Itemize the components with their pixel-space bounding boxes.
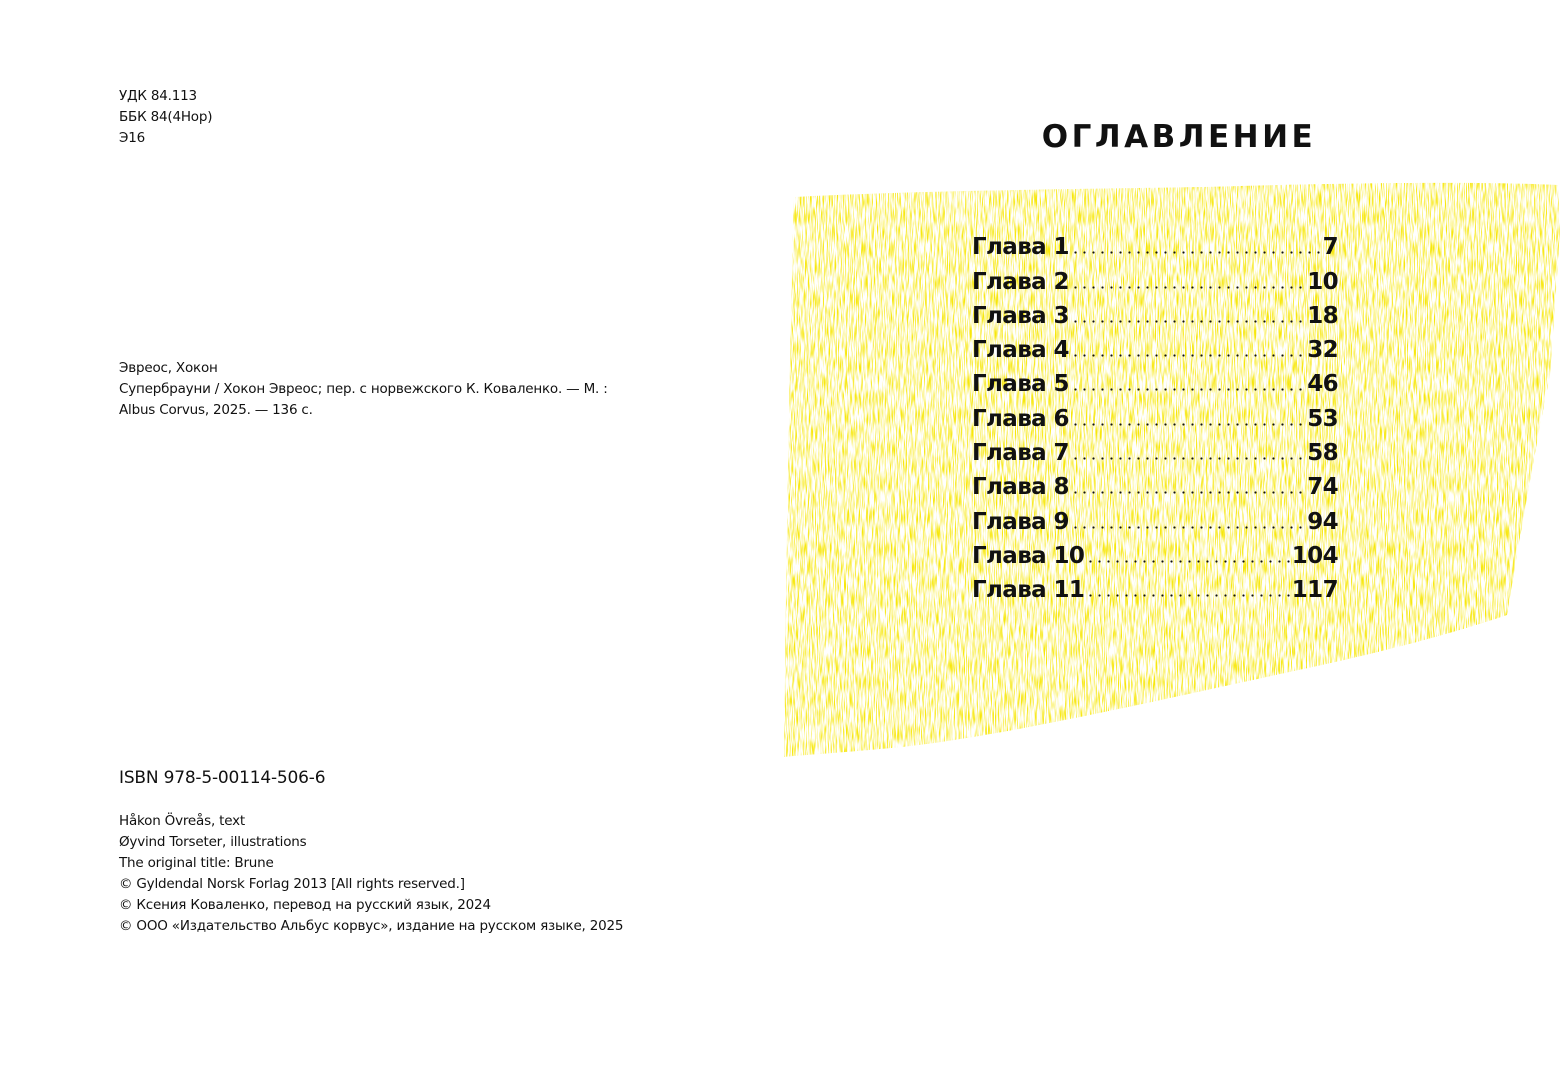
toc-entry-label: Глава 1 [972, 234, 1069, 261]
toc-entry-page: 32 [1307, 337, 1338, 364]
toc-dot-leader [1071, 423, 1306, 426]
toc-entry-label: Глава 7 [972, 440, 1069, 467]
toc-entry[interactable] [972, 466, 1338, 500]
toc-entry-page: 74 [1307, 474, 1338, 501]
toc-dot-leader [1071, 388, 1306, 391]
toc-entry-page: 104 [1291, 542, 1338, 569]
toc-entry-label: Глава 4 [972, 337, 1069, 364]
toc-entry[interactable] [972, 226, 1338, 260]
toc-entry-label: Глава 10 [972, 542, 1085, 569]
credit-line: The original title: Brune [119, 855, 274, 871]
toc-entry[interactable] [972, 500, 1338, 534]
toc-dot-leader [1086, 594, 1290, 597]
credit-line: Øyvind Torseter, illustrations [119, 834, 307, 850]
credit-line: Håkon Övreås, text [119, 813, 245, 829]
credit-line: © ООО «Издательство Альбус корвус», издание на русском языке, 2025 [119, 918, 624, 934]
toc-entry-page: 18 [1307, 302, 1338, 329]
toc-entry-page: 7 [1322, 234, 1338, 261]
bbk-code: ББК 84(4Нор) [119, 109, 213, 125]
catalog-publisher-line: Albus Corvus, 2025. — 136 с. [119, 402, 313, 418]
toc-dot-leader [1071, 491, 1306, 494]
credit-line: © Ксения Коваленко, перевод на русский язык, 2024 [119, 897, 491, 913]
udk-code: УДК 84.113 [119, 88, 197, 104]
toc-dot-leader [1071, 251, 1322, 254]
toc-entry[interactable] [972, 363, 1338, 397]
toc-entry-label: Глава 8 [972, 474, 1069, 501]
toc-entry-page: 46 [1307, 371, 1338, 398]
catalog-record [119, 358, 608, 421]
toc-entry-page: 58 [1307, 440, 1338, 467]
toc-dot-leader [1071, 457, 1306, 460]
toc-entry-page: 117 [1291, 577, 1338, 604]
toc-dot-leader [1086, 560, 1290, 563]
author-mark: Э16 [119, 130, 146, 146]
table-of-contents [972, 226, 1338, 603]
catalog-title-line: Супербрауни / Хокон Эвреос; пер. с норвежского К. Коваленко. — М. : [119, 381, 608, 397]
toc-entry-label: Глава 11 [972, 577, 1085, 604]
toc-entry[interactable] [972, 329, 1338, 363]
toc-entry-label: Глава 5 [972, 371, 1069, 398]
toc-entry[interactable] [972, 295, 1338, 329]
toc-entry-label: Глава 2 [972, 268, 1069, 295]
toc-entry-label: Глава 9 [972, 508, 1069, 535]
toc-entry[interactable] [972, 260, 1338, 294]
toc-entry[interactable] [972, 569, 1338, 603]
toc-entry-label: Глава 3 [972, 302, 1069, 329]
toc-entry[interactable] [972, 397, 1338, 431]
toc-entry-page: 10 [1307, 268, 1338, 295]
copyright-credits [119, 811, 623, 937]
toc-entry-page: 53 [1307, 405, 1338, 432]
toc-entry-page: 94 [1307, 508, 1338, 535]
toc-dot-leader [1071, 320, 1306, 323]
toc-dot-leader [1071, 354, 1306, 357]
toc-entry[interactable] [972, 535, 1338, 569]
toc-dot-leader [1071, 286, 1306, 289]
catalog-author: Эвреос, Хокон [119, 360, 218, 376]
isbn: ISBN 978-5-00114-506-6 [119, 768, 326, 788]
credit-line: © Gyldendal Norsk Forlag 2013 [All rights reserved.] [119, 876, 465, 892]
toc-entry-label: Глава 6 [972, 405, 1069, 432]
toc-title: ОГЛАВЛЕНИЕ [1041, 119, 1317, 155]
classification-codes [119, 86, 212, 149]
toc-dot-leader [1071, 526, 1306, 529]
right-page [782, 0, 1564, 1079]
toc-entry[interactable] [972, 432, 1338, 466]
